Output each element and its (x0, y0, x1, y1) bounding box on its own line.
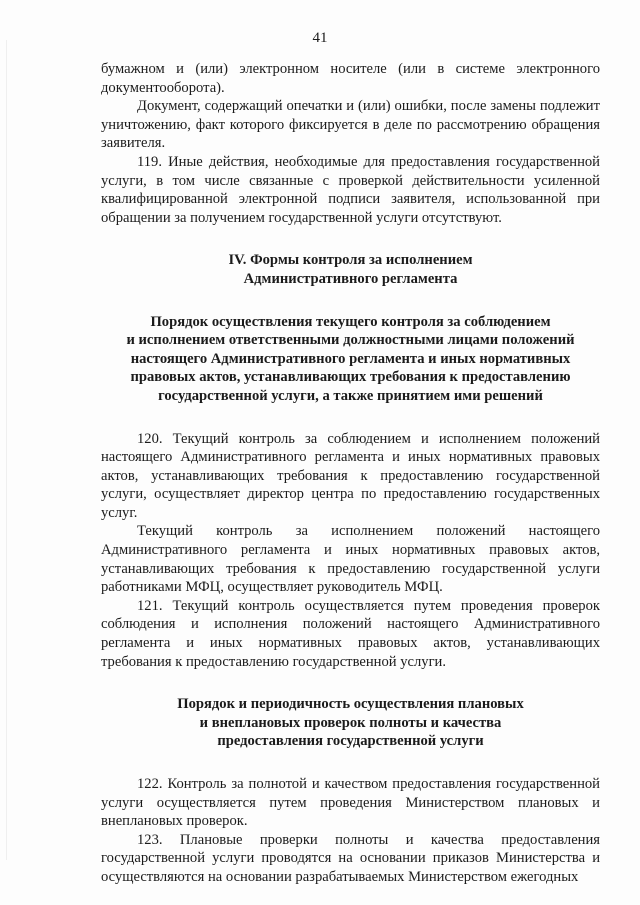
heading-line: Административного регламента (243, 270, 458, 287)
subsection-heading (101, 313, 600, 406)
paragraph: Текущий контроль за исполнением положений настоящего Административного регламента и иных нормативных правовых актов, устанавливающих требования к предоставлению государственной услуги работниками МФЦ, осуществляет руководитель МФЦ. (101, 523, 600, 596)
document-body (101, 60, 600, 887)
heading-line: и внеплановых проверок полноты и качества (199, 714, 502, 731)
paragraph: 122. Контроль за полнотой и качеством предоставления государственной услуги осуществляется путем проведения Министерством плановых и внеплановых проверок. (101, 776, 600, 830)
paragraph: бумажном и (или) электронном носителе (или в системе электронного документооборота). (101, 61, 600, 96)
paragraph: 121. Текущий контроль осуществляется путем проведения проверок соблюдения и исполнения положений настоящего Административного регламента и иных нормативных правовых актов, устанавливающих требования к предоставлению государственной услуги. (101, 597, 600, 670)
heading-line: и исполнением ответственными должностными лицами положений (126, 332, 575, 349)
subsection-heading (101, 695, 600, 751)
paragraph: 123. Плановые проверки полноты и качества предоставления государственной услуги проводятся на основании приказов Министерства и осуществляются на основании разрабатываемых Министерством ежегодных (101, 831, 600, 885)
heading-line: предоставления государственной услуги (217, 733, 484, 750)
paragraph: 119. Иные действия, необходимые для предоставления государственной услуги, в том числе связанные с проверкой действительности усиленной квалифицированной электронной подписи заявителя, использованной при обращении за получением государственной услуги отсутствуют. (101, 153, 600, 226)
heading-line: государственной услуги, а также принятием ими решений (158, 387, 543, 404)
scan-edge-line (6, 40, 7, 860)
page-number: 41 (312, 30, 328, 46)
paragraph: Документ, содержащий опечатки и (или) ошибки, после замены подлежит уничтожению, факт которого фиксируется в деле по рассмотрению обращения заявителя. (101, 98, 600, 152)
heading-line: правовых актов, устанавливающих требования к предоставлению (130, 369, 571, 386)
heading-line: Порядок и периодичность осуществления плановых (177, 696, 524, 713)
paragraph: 120. Текущий контроль за соблюдением и исполнением положений настоящего Административного регламента и иных нормативных правовых актов, устанавливающих требования к предоставлению государственной услуги, осуществляет директор центра по предоставлению государственных услуг. (101, 430, 600, 521)
heading-line: IV. Формы контроля за исполнением (228, 252, 473, 269)
heading-line: Порядок осуществления текущего контроля за соблюдением (150, 313, 551, 330)
section-heading (101, 251, 600, 288)
heading-line: настоящего Административного регламента и иных нормативных (130, 350, 571, 367)
